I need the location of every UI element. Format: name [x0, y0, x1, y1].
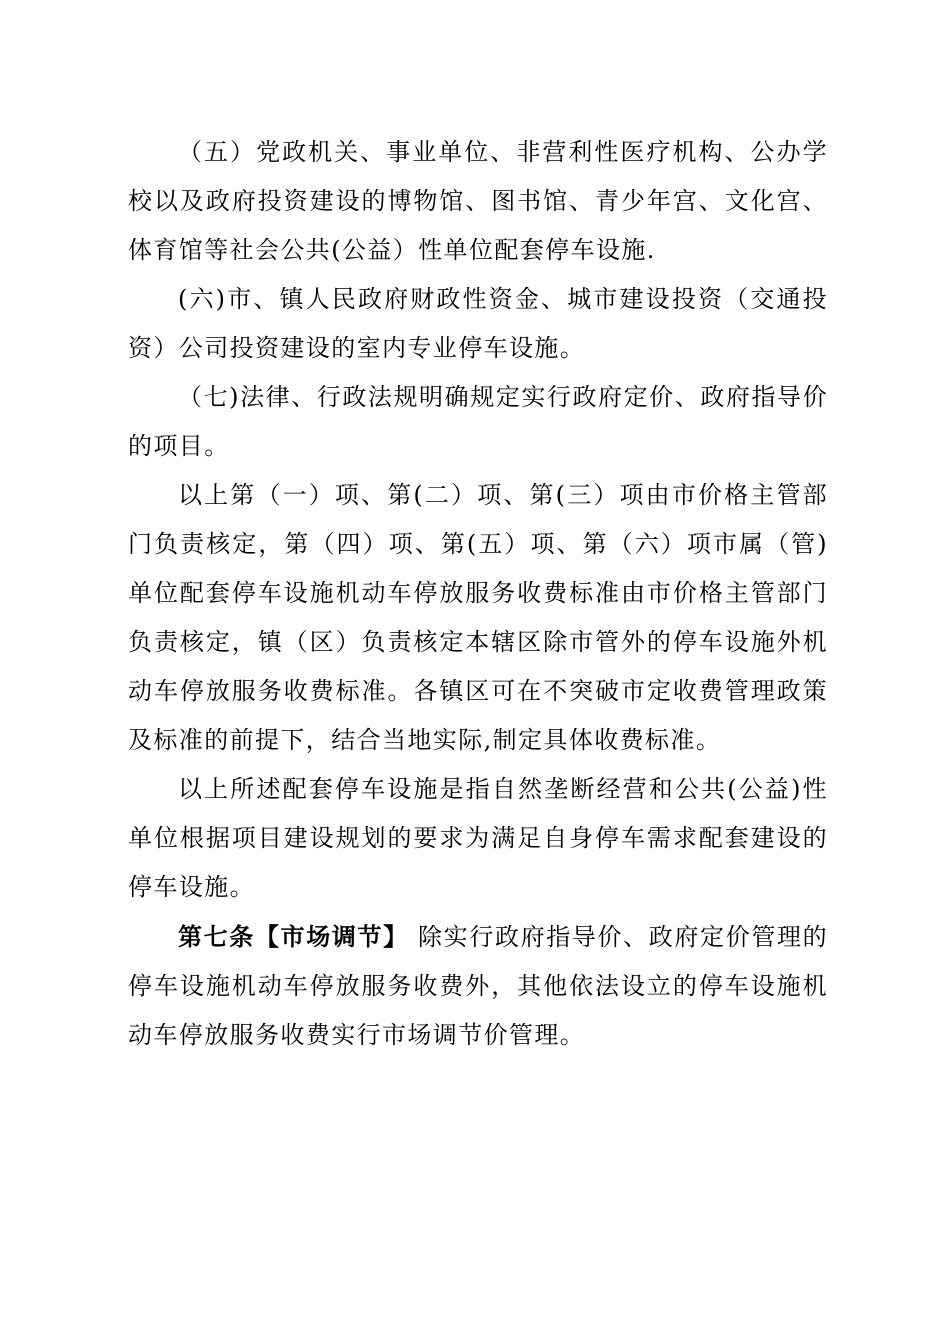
paragraph-item-6: (六)市、镇人民政府财政性资金、城市建设投资（交通投资）公司投资建设的室内专业停车设施。	[128, 285, 828, 362]
paragraph-item-5: （五）党政机关、事业单位、非营利性医疗机构、公办学校以及政府投资建设的博物馆、图书馆、青少年宫、文化宫、体育馆等社会公共(公益）性单位配套停车设施.	[128, 138, 828, 264]
paragraph-definition: 以上所述配套停车设施是指自然垄断经营和公共(公益)性单位根据项目建设规划的要求为满足自身停车需求配套建设的停车设施。	[128, 775, 828, 901]
article-body: 除实行政府指导价、政府定价管理的停车设施机动车停放服务收费外，其他依法设立的停车设施机动车停放服务收费实行市场调节价管理。	[128, 923, 829, 1049]
paragraph-responsibility: 以上第（一）项、第(二）项、第(三）项由市价格主管部门负责核定，第（四）项、第(五）项、第（六）项市属（管)单位配套停车设施机动车停放服务收费标准由市价格主管部门负责核定，镇（区）负责核定本辖区除市管外的停车设施外机动车停放服务收费标准。各镇区可在不突破市定收费管理政策及标准的前提下，结合当地实际,制定具体收费标准。	[128, 481, 828, 754]
article-heading: 第七条【市场调节】	[178, 922, 409, 951]
article-seven	[128, 912, 828, 1060]
document-body	[128, 128, 828, 1060]
paragraph-item-7: （七)法律、行政法规明确规定实行政府定价、政府指导价的项目。	[128, 383, 828, 460]
